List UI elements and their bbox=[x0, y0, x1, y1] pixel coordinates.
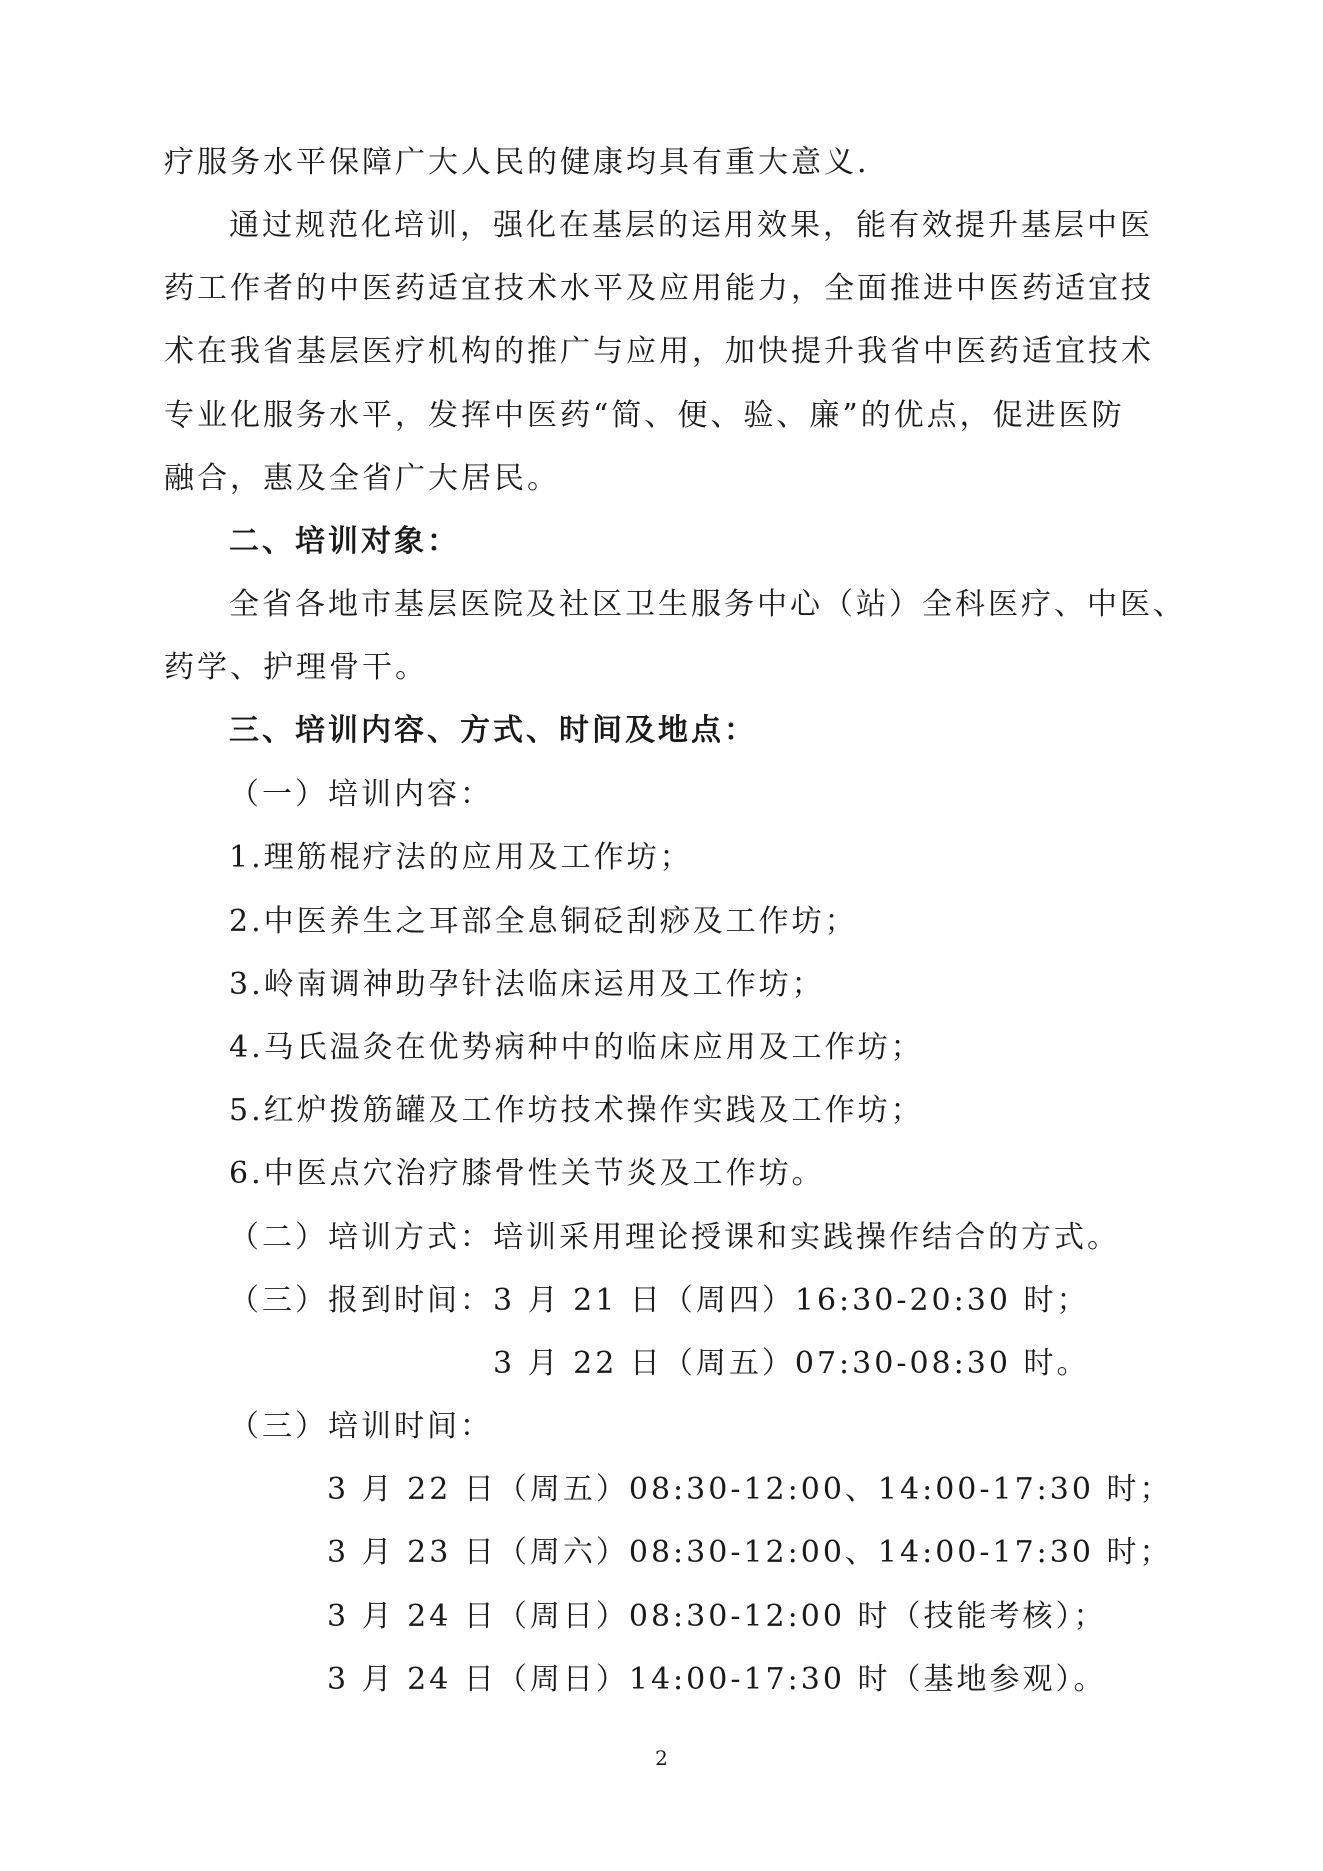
checkin-time: 3 月 22 日（周五）07:30-08:30 时。 bbox=[493, 1346, 1090, 1381]
list-item: 4.马氏温灸在优势病种中的临床应用及工作坊； bbox=[229, 1030, 924, 1065]
list-item: 6.中医点穴治疗膝骨性关节炎及工作坊。 bbox=[229, 1156, 825, 1191]
section-heading: 三、培训内容、方式、时间及地点： bbox=[229, 713, 757, 748]
schedule-line: 3 月 22 日（周五）08:30-12:00、14:00-17:30 时； bbox=[327, 1472, 1173, 1507]
paragraph-line: 术在我省基层医疗机构的推广与应用，加快提升我省中医药适宜技术 bbox=[164, 334, 1154, 369]
checkin-time: （三）报到时间：3 月 21 日（周四）16:30-20:30 时； bbox=[229, 1283, 1090, 1318]
subsection-heading: （三）培训时间： bbox=[229, 1409, 493, 1444]
schedule-line: 3 月 24 日（周日）14:00-17:30 时（基地参观）。 bbox=[327, 1662, 1107, 1697]
list-item: 2.中医养生之耳部全息铜砭刮痧及工作坊； bbox=[229, 904, 858, 939]
list-item: 1.理筋棍疗法的应用及工作坊； bbox=[229, 840, 693, 875]
subsection-heading: （一）培训内容： bbox=[229, 777, 493, 812]
paragraph-line: 通过规范化培训，强化在基层的运用效果，能有效提升基层中医 bbox=[229, 208, 1153, 243]
list-item: 3.岭南调神助孕针法临床运用及工作坊； bbox=[229, 967, 825, 1002]
schedule-line: 3 月 24 日（周日）08:30-12:00 时（技能考核）； bbox=[327, 1599, 1107, 1634]
page-number: 2 bbox=[655, 1746, 668, 1770]
paragraph-line: 疗服务水平保障广大人民的健康均具有重大意义. bbox=[164, 145, 870, 180]
training-method: （二）培训方式：培训采用理论授课和实践操作结合的方式。 bbox=[229, 1220, 1120, 1255]
schedule-line: 3 月 23 日（周六）08:30-12:00、14:00-17:30 时； bbox=[327, 1535, 1173, 1570]
paragraph-line: 药工作者的中医药适宜技术水平及应用能力，全面推进中医药适宜技 bbox=[164, 271, 1154, 306]
section-heading: 二、培训对象： bbox=[229, 524, 460, 559]
paragraph-line: 专业化服务水平，发挥中医药“简、便、验、廉”的优点，促进医防 bbox=[164, 398, 1125, 433]
paragraph-line: 融合，惠及全省广大居民。 bbox=[164, 461, 560, 496]
paragraph-line: 药学、护理骨干。 bbox=[164, 650, 428, 685]
paragraph-line: 全省各地市基层医院及社区卫生服务中心（站）全科医疗、中医、 bbox=[229, 587, 1186, 622]
list-item: 5.红炉拨筋罐及工作坊技术操作实践及工作坊； bbox=[229, 1093, 924, 1128]
